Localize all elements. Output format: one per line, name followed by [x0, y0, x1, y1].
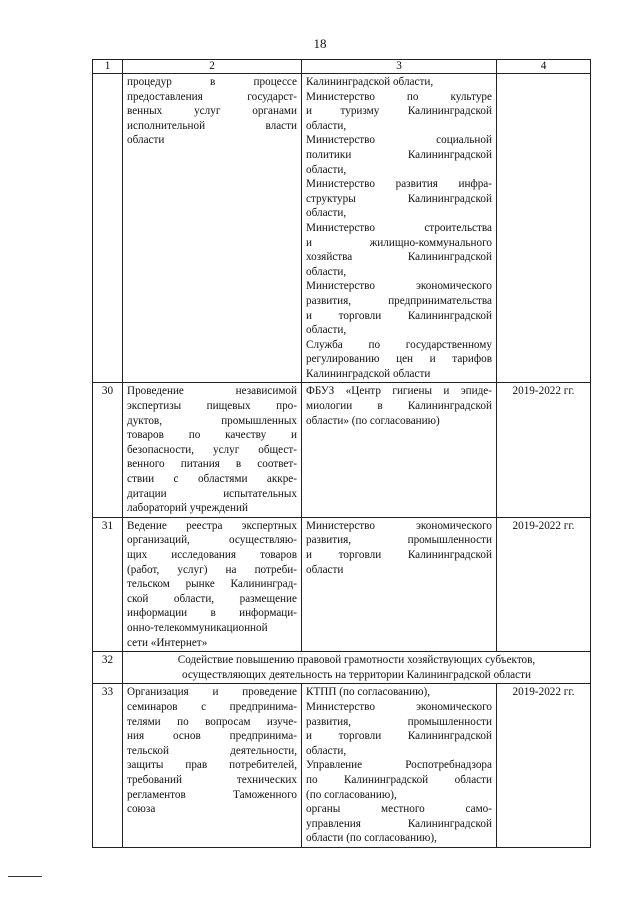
text-line: ствии с областями аккре-: [127, 473, 297, 486]
text-line: Служба по государственному: [306, 338, 492, 351]
text-line: ния основ предпринима-: [127, 730, 297, 743]
text-line: области: [306, 563, 344, 576]
text-line: осуществляющих деятельность на территории Калининградской области: [181, 668, 531, 681]
header-cell: 2: [123, 60, 302, 74]
text-line: (работ, услуг) на потреби-: [127, 563, 297, 576]
text-line: требований технических: [127, 773, 297, 786]
text-line: Министерство строительства: [306, 221, 492, 234]
text-line: предоставления государст-: [127, 90, 297, 103]
text-line: Министерство экономического: [306, 700, 492, 713]
text-line: органы местного само-: [306, 803, 492, 816]
text-line: области,: [306, 119, 347, 132]
row-number: 32: [93, 652, 123, 684]
text-line: сети «Интернет»: [127, 636, 208, 649]
text-line: области» (по согласованию): [306, 414, 440, 427]
text-line: ФБУЗ «Центр гигиены и эпиде-: [306, 385, 492, 398]
text-line: ской области, размещение: [127, 592, 297, 605]
text-line: организаций, осуществляю-: [127, 534, 297, 547]
text-line: области,: [306, 324, 347, 337]
measure-cell: [123, 684, 302, 848]
text-line: и туризму Калининградской: [306, 105, 492, 118]
text-line: семинаров с предпринима-: [127, 700, 297, 713]
table-row: [93, 383, 591, 517]
text-line: и торговли Калининградской: [306, 730, 492, 743]
text-line: политики Калининградской: [306, 148, 492, 161]
text-line: дуктов, промышленных: [127, 414, 297, 427]
text-line: товаров по качеству и: [127, 429, 297, 442]
period-cell: [497, 74, 591, 383]
text-line: КТПП (по согласованию),: [306, 686, 430, 699]
text-line: безопасности, услуг общест-: [127, 443, 297, 456]
text-line: и торговли Калининградской: [306, 549, 492, 561]
measure-cell: [123, 383, 302, 517]
header-row: [93, 60, 591, 74]
text-line: области,: [306, 207, 347, 220]
table-row: [93, 74, 591, 383]
period-cell: 2019-2022 гг.: [497, 383, 591, 517]
text-line: венного питания в соответ-: [127, 458, 297, 471]
text-line: управления Калининградской: [306, 817, 492, 830]
text-line: Министерство социальной: [306, 134, 492, 147]
executor-cell: [302, 383, 497, 517]
text-line: области (по согласованию),: [306, 832, 437, 845]
executor-cell: [302, 517, 497, 651]
text-line: информации в информаци-: [127, 607, 297, 620]
text-line: области,: [306, 163, 347, 176]
text-line: экспертизы пищевых про-: [127, 400, 297, 413]
text-line: структуры Калининградской: [306, 192, 492, 205]
period-cell: 2019-2022 гг.: [497, 517, 591, 651]
page-number: 18: [313, 36, 327, 51]
table-row: [93, 684, 591, 848]
text-line: дитации испытательных: [127, 487, 297, 500]
measure-cell: [123, 74, 302, 383]
text-line: развития, промышленности: [306, 534, 492, 547]
executor-cell: [302, 74, 497, 383]
text-line: Организация и проведение: [127, 686, 297, 699]
text-line: Ведение реестра экспертных: [127, 519, 297, 532]
text-line: тельской деятельности,: [127, 744, 297, 757]
text-line: миологии в Калининградской: [306, 400, 492, 413]
text-line: области,: [306, 265, 347, 278]
text-line: защиты прав потребителей,: [127, 759, 297, 772]
text-line: и торговли Калининградской: [306, 309, 492, 322]
text-line: развития, промышленности: [306, 715, 492, 728]
text-line: и жилищно-коммунального: [306, 236, 492, 249]
section-row: [93, 652, 591, 684]
row-number: [93, 74, 123, 383]
header-cell: 1: [93, 60, 123, 74]
executor-cell: [302, 684, 497, 848]
text-line: развития, предпринимательства: [306, 294, 492, 307]
text-line: исполнительной власти: [127, 119, 297, 132]
section-heading: [123, 652, 591, 684]
text-line: Министерство экономического: [306, 280, 492, 293]
footer-rule: [8, 876, 42, 877]
text-line: Проведение независимой: [127, 385, 297, 398]
text-line: регламентов Таможенного: [127, 788, 297, 801]
text-line: области: [127, 134, 165, 147]
text-line: Министерство развития инфра-: [306, 178, 492, 191]
text-line: Содействие повышению правовой грамотности хозяйствующих субъектов,: [177, 654, 536, 667]
text-line: лабораторий учреждений: [127, 502, 248, 515]
measures-table: [92, 59, 591, 848]
text-line: (по согласованию),: [306, 788, 397, 801]
text-line: Калининградской области: [306, 367, 431, 380]
text-line: телями по вопросам изуче-: [127, 715, 297, 728]
text-line: Министерство по культуре: [306, 90, 492, 103]
text-line: Управление Роспотребнадзора: [306, 759, 492, 772]
text-line: союза: [127, 803, 156, 816]
text-line: щих исследования товаров: [127, 549, 297, 561]
header-cell: 3: [302, 60, 497, 74]
row-number: 33: [93, 684, 123, 848]
text-line: процедур в процессе: [127, 76, 297, 88]
table-row: [93, 517, 591, 651]
period-cell: 2019-2022 гг.: [497, 684, 591, 848]
text-line: по Калининградской области: [306, 773, 492, 786]
text-line: области,: [306, 744, 347, 757]
measure-cell: [123, 517, 302, 651]
row-number: 31: [93, 517, 123, 651]
text-line: венных услуг органами: [127, 105, 297, 118]
text-line: Калининградской области,: [306, 76, 434, 88]
text-line: регулированию цен и тарифов: [306, 353, 492, 366]
text-line: Министерство экономического: [306, 519, 492, 532]
text-line: хозяйства Калининградской: [306, 251, 492, 264]
header-cell: 4: [497, 60, 591, 74]
text-line: тельском рынке Калининград-: [127, 578, 297, 591]
row-number: 30: [93, 383, 123, 517]
text-line: онно-телекоммуникационной: [127, 621, 268, 634]
